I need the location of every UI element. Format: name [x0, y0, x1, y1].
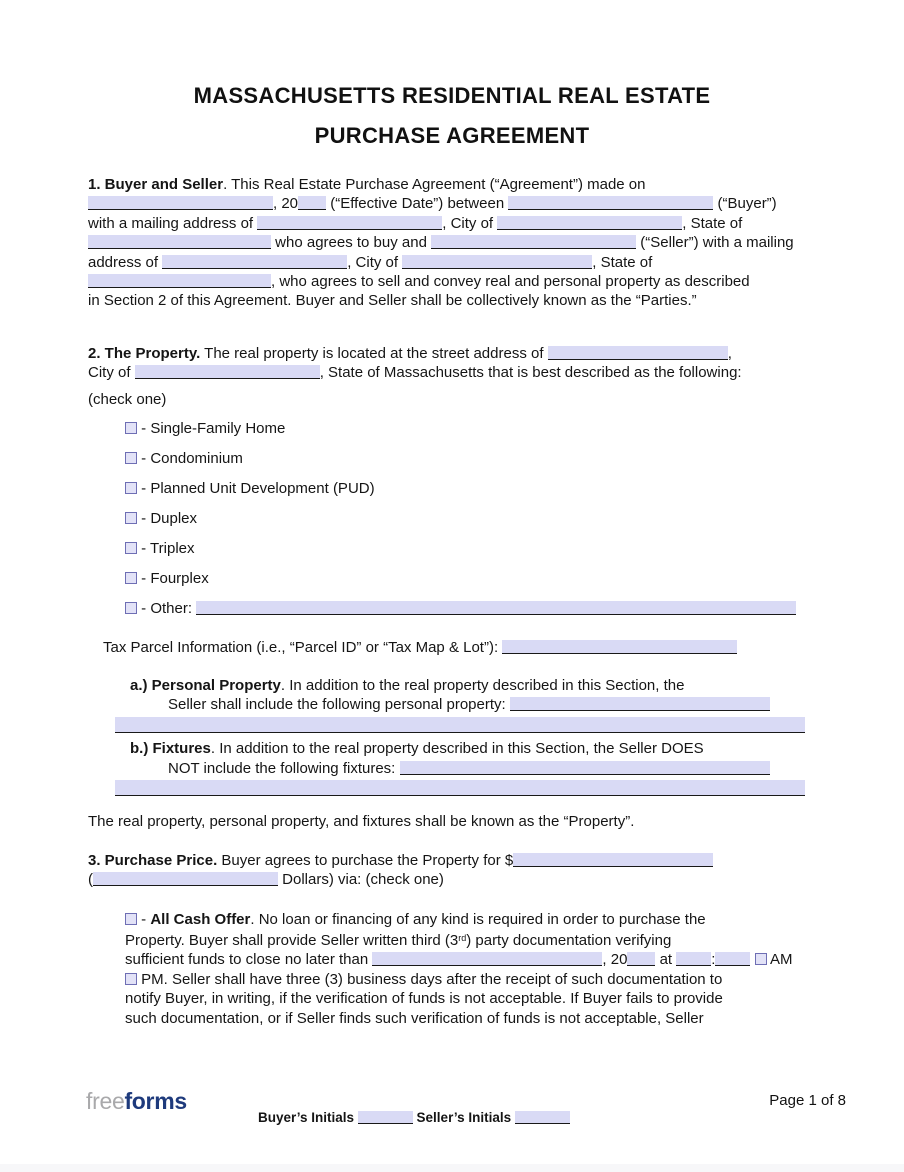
section-purchase-price — [88, 851, 816, 890]
text-run: - Triplex — [137, 540, 195, 558]
text-run: , 20 — [602, 951, 628, 969]
text-run: PM. Seller shall have three (3) business days after the receipt of such documentation to — [137, 970, 723, 988]
text-run: such documentation, or if Seller finds such verification of funds is not acceptable, Seller — [125, 1009, 704, 1027]
line — [125, 479, 816, 498]
line — [125, 509, 816, 528]
line — [130, 676, 816, 695]
text-run: City of — [88, 364, 135, 382]
line — [115, 778, 816, 797]
checkbox-other[interactable] — [125, 602, 137, 614]
section-the-property — [88, 344, 816, 383]
seller-mailing-address-field[interactable] — [162, 255, 347, 269]
personal-property-field[interactable] — [510, 697, 770, 711]
excluded-fixtures-continued-field[interactable] — [115, 780, 805, 796]
text-run: : — [711, 951, 716, 969]
text-run: , State of Massachusetts that is best described as the following: — [319, 364, 742, 382]
text-run: (“Effective Date”) between — [326, 195, 509, 213]
text-run: . No loan or financing of any kind is required in order to purchase the — [250, 910, 706, 928]
document-title-line2: PURCHASE AGREEMENT — [314, 123, 590, 148]
checkbox-all-cash-offer[interactable] — [125, 913, 137, 925]
line — [88, 233, 816, 252]
line — [130, 739, 816, 758]
subsection-personal-property — [88, 676, 816, 734]
funds-deadline-hour-field[interactable] — [676, 952, 711, 966]
line — [125, 950, 816, 969]
checkbox-planned-unit-development[interactable] — [125, 482, 137, 494]
check-one-label: (check one) — [88, 390, 167, 408]
text-run: b.) Fixtures — [130, 740, 211, 758]
line — [88, 194, 816, 213]
document-title — [88, 0, 816, 156]
line — [103, 638, 816, 657]
funds-deadline-minute-field[interactable] — [715, 952, 750, 966]
text-run: - — [137, 910, 151, 928]
seller-state-field[interactable] — [88, 274, 271, 288]
line — [88, 175, 816, 194]
seller-name-field[interactable] — [431, 235, 636, 249]
checkbox-condominium[interactable] — [125, 452, 137, 464]
line — [125, 970, 816, 989]
effective-date-year-field[interactable] — [298, 196, 326, 210]
funds-deadline-year-field[interactable] — [627, 952, 655, 966]
text-run: who agrees to buy and — [271, 234, 432, 252]
line — [88, 291, 816, 310]
text-run: rd — [458, 932, 467, 943]
text-run: ( — [88, 871, 93, 889]
line — [88, 253, 816, 272]
text-run: Buyer’s Initials — [258, 1110, 358, 1125]
tax-parcel-information — [88, 638, 816, 657]
effective-date-field[interactable] — [88, 196, 273, 210]
text-run: AM — [766, 951, 793, 969]
seller-city-field[interactable] — [402, 255, 592, 269]
line — [88, 363, 816, 382]
all-cash-offer-clause — [88, 910, 816, 1028]
text-run: All Cash Offer — [150, 910, 251, 928]
excluded-fixtures-field[interactable] — [400, 761, 770, 775]
buyer-mailing-address-field[interactable] — [257, 216, 442, 230]
text-run: 3. Purchase Price. — [88, 851, 218, 869]
line — [125, 989, 816, 1008]
personal-property-continued-field[interactable] — [115, 717, 805, 733]
checkbox-triplex[interactable] — [125, 542, 137, 554]
text-run: Seller shall include the following personal property: — [168, 696, 510, 714]
text-run: . In addition to the real property described in this Section, the — [280, 676, 685, 694]
sellers-initials-field[interactable] — [515, 1111, 570, 1124]
text-run: - Planned Unit Development (PUD) — [137, 480, 375, 498]
other-property-type-field[interactable] — [196, 601, 796, 615]
line — [125, 1009, 816, 1028]
line — [258, 1108, 570, 1127]
line — [125, 539, 816, 558]
footer-initials — [258, 1108, 570, 1127]
checkbox-fourplex[interactable] — [125, 572, 137, 584]
purchase-price-words-field[interactable] — [93, 872, 278, 886]
line — [88, 344, 816, 363]
text-run: 2. The Property. — [88, 344, 201, 362]
property-street-address-field[interactable] — [548, 346, 728, 360]
text-run: - Condominium — [137, 450, 243, 468]
text-run: sufficient funds to close no later than — [125, 951, 373, 969]
line — [88, 870, 816, 889]
property-type-checklist — [88, 419, 816, 618]
text-run: Property. Buyer shall provide Seller written third (3 — [125, 931, 459, 949]
line — [88, 851, 816, 870]
logo-forms-text: forms — [124, 1088, 187, 1114]
text-run: , City of — [347, 253, 403, 271]
checkbox-single-family-home[interactable] — [125, 422, 137, 434]
page-bottom-edge — [0, 1164, 904, 1172]
line — [125, 419, 816, 438]
text-run: The real property, personal property, and fixtures shall be known as the “Property”. — [88, 813, 635, 831]
property-definition-note — [88, 812, 816, 831]
text-run: (“Seller”) with a mailing — [636, 234, 794, 252]
text-run: , State of — [592, 253, 653, 271]
text-run: , who agrees to sell and convey real and personal property as described — [271, 273, 750, 291]
text-run: - Fourplex — [137, 570, 209, 588]
text-run: at — [655, 951, 677, 969]
logo-free-text: free — [86, 1088, 125, 1114]
line — [125, 929, 816, 950]
buyer-state-field[interactable] — [88, 235, 271, 249]
text-run: , — [727, 344, 732, 362]
text-run: (“Buyer”) — [713, 195, 777, 213]
line — [125, 569, 816, 588]
text-run: The real property is located at the street address of — [200, 344, 548, 362]
text-run: , City of — [442, 214, 498, 232]
line — [168, 695, 816, 714]
buyer-name-field[interactable] — [508, 196, 713, 210]
text-run: notify Buyer, in writing, if the verification of funds is not acceptable. If Buyer fails to provide — [125, 990, 723, 1008]
page-number: Page 1 of 8 — [769, 1092, 846, 1109]
checkbox-am[interactable] — [755, 953, 767, 965]
text-run: - Single-Family Home — [137, 420, 286, 438]
line — [115, 715, 816, 734]
text-run: . This Real Estate Purchase Agreement (“Agreement”) made on — [223, 176, 646, 193]
line — [88, 272, 816, 291]
text-run: ) party documentation verifying — [466, 931, 672, 949]
subsection-fixtures — [88, 739, 816, 797]
checkbox-pm[interactable] — [125, 973, 137, 985]
text-run: address of — [88, 253, 163, 271]
text-run: - Duplex — [137, 510, 198, 528]
freeforms-logo — [86, 1088, 187, 1115]
line — [168, 759, 816, 778]
checkbox-duplex[interactable] — [125, 512, 137, 524]
section-buyer-and-seller — [88, 175, 816, 311]
text-run: with a mailing address of — [88, 214, 258, 232]
line — [88, 812, 816, 831]
text-run: - Other: — [137, 600, 197, 618]
text-run: . In addition to the real property described in this Section, the Seller DOES — [210, 740, 704, 758]
text-run: a.) Personal Property — [130, 676, 281, 694]
text-run: Buyer agrees to purchase the Property for $ — [217, 851, 514, 869]
buyer-city-field[interactable] — [497, 216, 682, 230]
text-run: , 20 — [273, 195, 299, 213]
text-run: , State of — [682, 214, 743, 232]
line — [125, 910, 816, 929]
purchase-price-numeric-field[interactable] — [513, 853, 713, 867]
line — [125, 449, 816, 468]
text-run: Dollars) via: (check one) — [278, 871, 444, 889]
document-title-line1: MASSACHUSETTS RESIDENTIAL REAL ESTATE — [193, 83, 711, 108]
funds-deadline-date-field[interactable] — [372, 952, 602, 966]
buyers-initials-field[interactable] — [358, 1111, 413, 1124]
text-run: Seller’s Initials — [412, 1110, 515, 1125]
text-run: NOT include the following fixtures: — [168, 759, 400, 777]
text-run: 1. Buyer and Seller — [88, 176, 224, 193]
tax-parcel-field[interactable] — [502, 640, 737, 654]
line — [88, 214, 816, 233]
text-run: Tax Parcel Information (i.e., “Parcel ID” or “Tax Map & Lot”): — [103, 639, 503, 657]
property-city-field[interactable] — [135, 365, 320, 379]
text-run: in Section 2 of this Agreement. Buyer and Seller shall be collectively known as the “Parties.” — [88, 292, 697, 310]
line — [125, 599, 816, 618]
